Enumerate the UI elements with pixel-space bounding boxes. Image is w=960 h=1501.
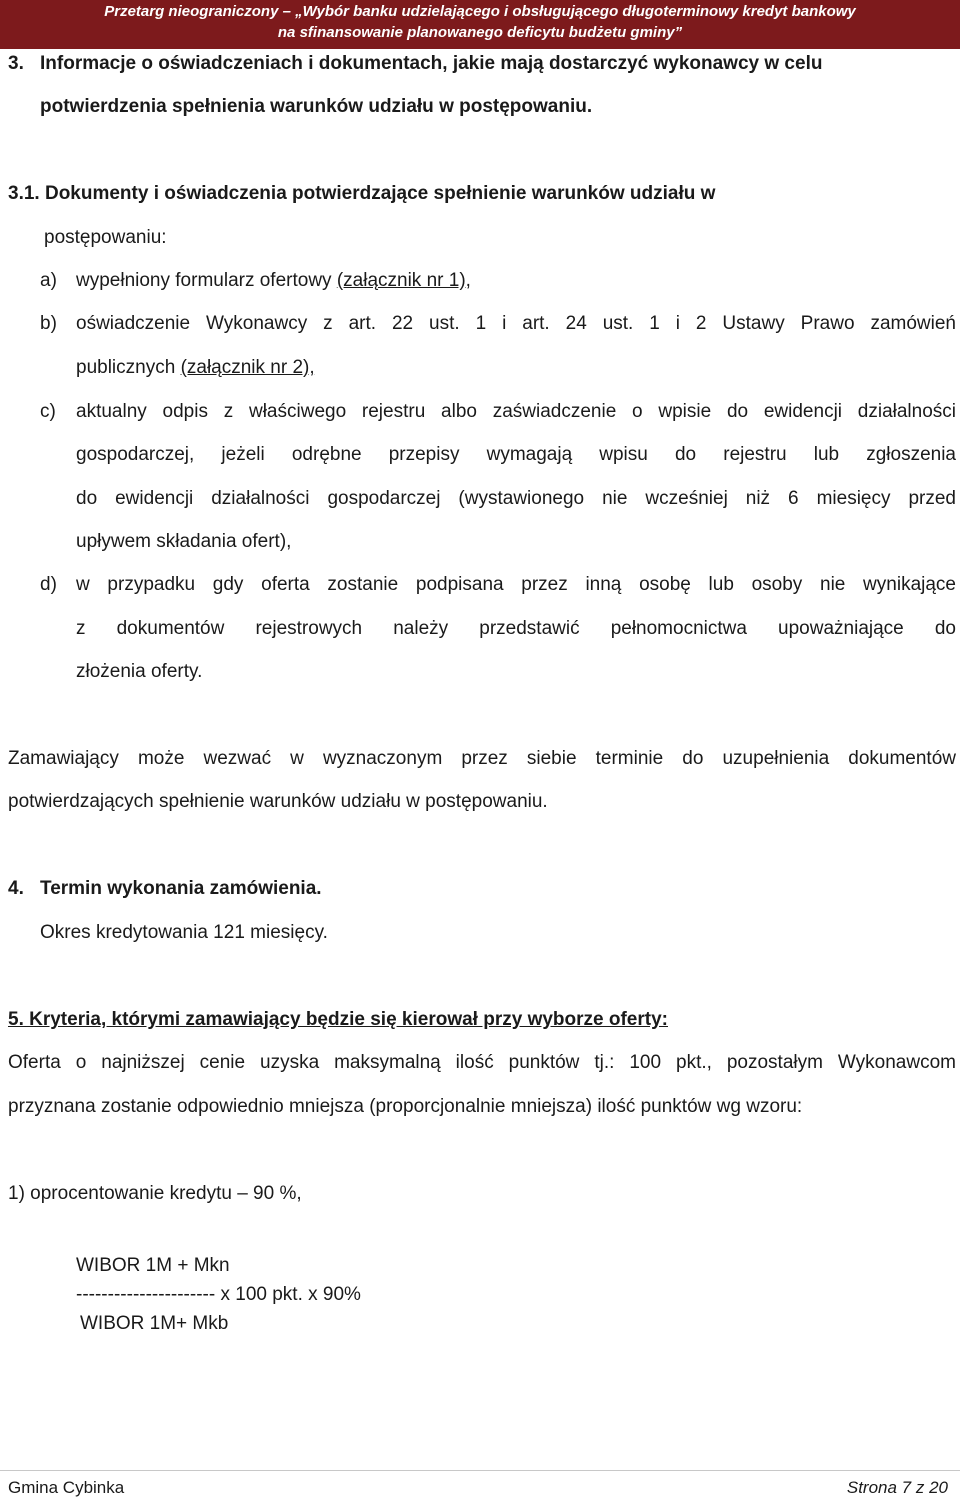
item-c-line-2-text: gospodarczej, jeżeli odrębne przepisy wymagają wpisu do rejestru lub zgłoszenia xyxy=(76,444,956,465)
item-c-line-4: upływem składania ofert), xyxy=(76,531,292,552)
item-b-line-1 xyxy=(76,313,956,335)
header-line-1: Przetarg nieograniczony – „Wybór banku udzielającego i obsługującego długoterminowy kredyt bankowy xyxy=(104,3,856,20)
formula-denominator: WIBOR 1M+ Mkb xyxy=(80,1313,229,1334)
criterion-1: 1) oprocentowanie kredytu – 90 %, xyxy=(8,1183,302,1204)
header-line-2: na sfinansowanie planowanego deficytu budżetu gminy” xyxy=(277,24,683,41)
footer-page-number: Strona 7 z 20 xyxy=(846,1478,948,1497)
section-3-title-line-2: potwierdzenia spełnienia warunków udziału w postępowaniu. xyxy=(40,96,593,117)
formula-dashes: ---------------------- xyxy=(76,1284,216,1305)
section-4-number: 4. xyxy=(8,878,24,899)
item-d-line-2 xyxy=(76,618,956,640)
section-5-title: 5. Kryteria, którymi zamawiający będzie się kierował przy wyborze oferty: xyxy=(8,1009,668,1030)
item-c-line-1-text: aktualny odpis z właściwego rejestru albo zaświadczenie o wpisie do ewidencji działalności xyxy=(76,401,956,422)
item-c-line-2 xyxy=(76,444,956,466)
item-a-label: a) xyxy=(40,270,57,291)
page-header xyxy=(0,0,960,49)
footer-divider xyxy=(0,1470,960,1471)
item-b-line-2-text: publicznych xyxy=(76,357,181,378)
section-5-line-1-text: Oferta o najniższej cenie uzyska maksymalną ilość punktów tj.: 100 pkt., pozostałym Wykonawcom xyxy=(8,1052,956,1073)
item-d-line-2-text: z dokumentów rejestrowych należy przedstawić pełnomocnictwa upoważniające do xyxy=(76,618,956,639)
item-d-line-1 xyxy=(76,574,956,596)
item-c-line-3-text: do ewidencji działalności gospodarczej (wystawionego nie wcześniej niż 6 miesięcy przed xyxy=(76,488,956,509)
item-b-line-1-text: oświadczenie Wykonawcy z art. 22 ust. 1 i art. 24 ust. 1 i 2 Ustawy Prawo zamówień xyxy=(76,313,956,334)
footer-municipality: Gmina Cybinka xyxy=(8,1478,125,1497)
item-c-line-3 xyxy=(76,488,956,510)
item-d-label: d) xyxy=(40,574,57,595)
item-b-line-2 xyxy=(76,357,315,379)
formula-numerator: WIBOR 1M + Mkn xyxy=(76,1255,230,1276)
item-b-attachment-ref: (załącznik nr 2), xyxy=(180,357,315,378)
section-3-number: 3. xyxy=(8,53,24,74)
section-3-1-title-line-2: postępowaniu: xyxy=(44,227,167,248)
note-line-2: potwierdzających spełnienie warunków udziału w postępowaniu. xyxy=(8,791,548,812)
section-4-title: Termin wykonania zamówienia. xyxy=(40,878,322,899)
section-4-text: Okres kredytowania 121 miesięcy. xyxy=(40,922,328,943)
section-5-line-1 xyxy=(8,1052,956,1074)
section-3-1-title-line-1: 3.1. Dokumenty i oświadczenia potwierdzające spełnienie warunków udziału w xyxy=(8,183,716,204)
note-line-1 xyxy=(8,748,956,770)
item-d-line-3: złożenia oferty. xyxy=(76,661,203,682)
item-a-attachment-ref: (załącznik nr 1), xyxy=(336,270,471,291)
section-3-title-line-1: Informacje o oświadczeniach i dokumentach, jakie mają dostarczyć wykonawcy w celu xyxy=(40,53,823,74)
item-c-label: c) xyxy=(40,401,56,422)
item-a-body: wypełniony formularz ofertowy xyxy=(76,270,337,291)
item-a-text xyxy=(76,270,471,292)
formula-multiplier: x 100 pkt. x 90% xyxy=(220,1284,361,1305)
section-5-line-2: przyznana zostanie odpowiednio mniejsza (proporcjonalnie mniejsza) ilość punktów wg wzoru: xyxy=(8,1096,803,1117)
item-d-line-1-text: w przypadku gdy oferta zostanie podpisana przez inną osobę lub osoby nie wynikające xyxy=(76,574,956,595)
item-b-label: b) xyxy=(40,313,57,334)
item-c-line-1 xyxy=(76,401,956,423)
formula-fraction-line xyxy=(76,1284,361,1306)
note-line-1-text: Zamawiający może wezwać w wyznaczonym przez siebie terminie do uzupełnienia dokumentów xyxy=(8,748,956,769)
header-divider xyxy=(0,49,960,50)
